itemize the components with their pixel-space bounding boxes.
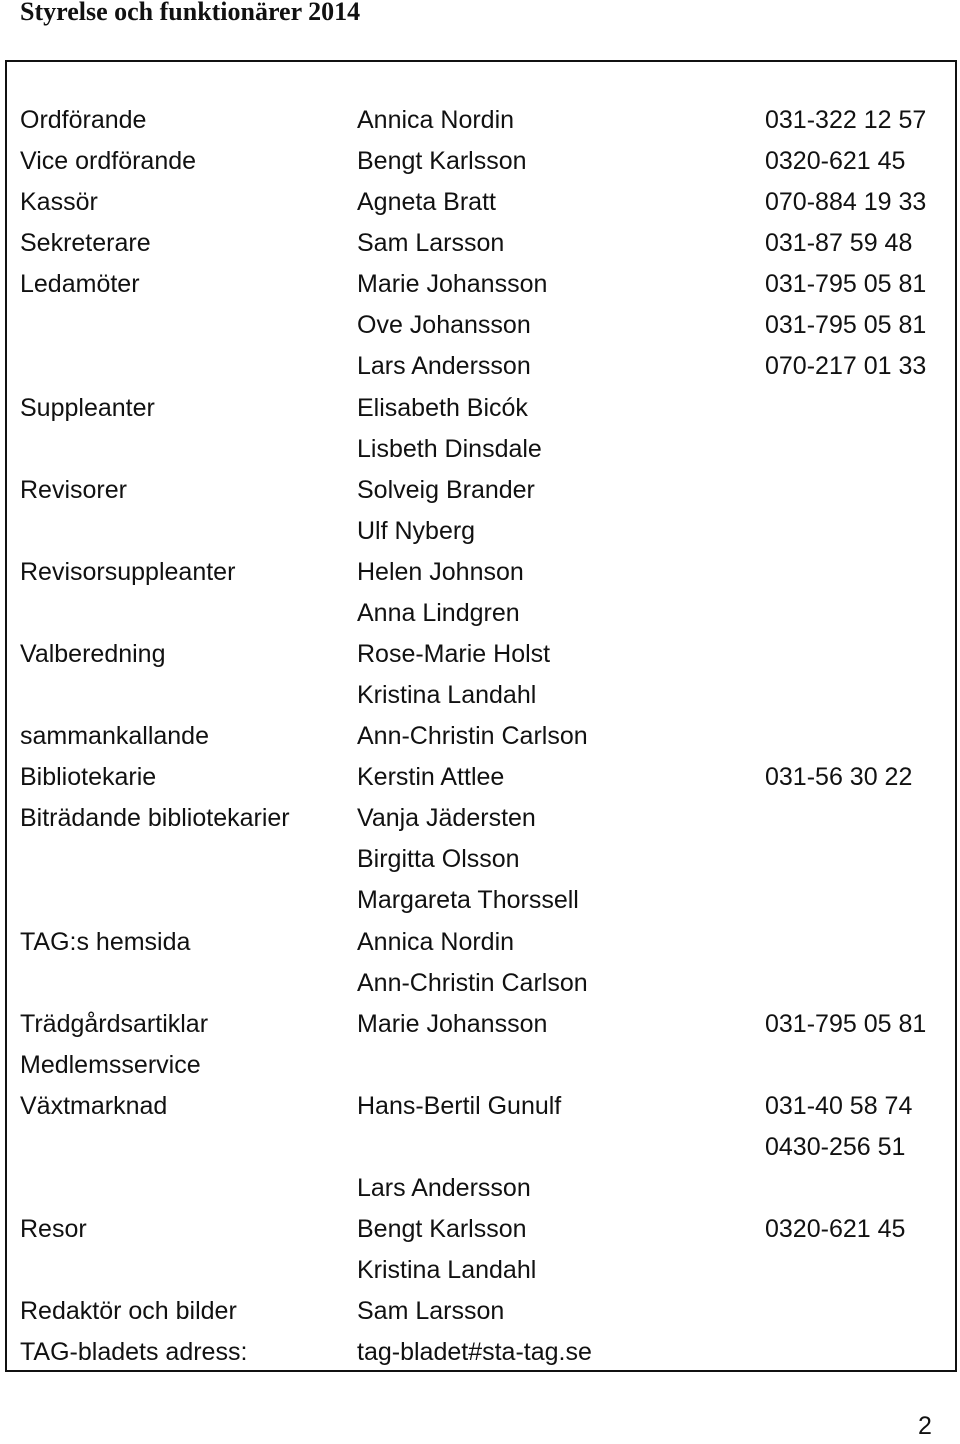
roster-row <box>20 798 950 839</box>
person-name: Solveig Brander <box>357 475 535 504</box>
roster-row <box>20 223 950 264</box>
roster-row <box>20 839 950 880</box>
roster-row <box>20 757 950 798</box>
role-label: Revisorer <box>20 475 127 504</box>
person-name: Lisbeth Dinsdale <box>357 434 542 463</box>
role-label: sammankallande <box>20 722 209 751</box>
roster-row <box>20 429 950 470</box>
roster-row <box>20 388 950 429</box>
person-name: Sam Larsson <box>357 229 505 258</box>
person-name: Marie Johansson <box>357 1009 548 1038</box>
person-name: Birgitta Olsson <box>357 845 520 874</box>
roster-row <box>20 511 950 552</box>
role-label: Trädgårdsartiklar <box>20 1009 209 1038</box>
phone-number: 031-795 05 81 <box>765 311 927 340</box>
person-name: Kristina Landahl <box>357 681 537 710</box>
roster-row <box>20 264 950 305</box>
phone-number: 0320-621 45 <box>765 1215 906 1244</box>
person-name: Marie Johansson <box>357 270 548 299</box>
person-name: Ann-Christin Carlson <box>357 968 588 997</box>
role-label: Resor <box>20 1215 87 1244</box>
role-label: Medlemsservice <box>20 1050 201 1079</box>
person-name: tag-bladet#sta-tag.se <box>357 1338 592 1367</box>
phone-number: 070-884 19 33 <box>765 188 927 217</box>
roster-row <box>20 1127 950 1168</box>
role-label: Vice ordförande <box>20 147 197 176</box>
roster-row <box>20 1209 950 1250</box>
roster-row <box>20 593 950 634</box>
phone-number: 031-40 58 74 <box>765 1091 913 1120</box>
roster-table <box>20 100 950 1373</box>
person-name: Elisabeth Bicók <box>357 393 528 422</box>
person-name: Sam Larsson <box>357 1297 505 1326</box>
role-label: Redaktör och bilder <box>20 1297 237 1326</box>
roster-row <box>20 1004 950 1045</box>
person-name: Ann-Christin Carlson <box>357 722 588 751</box>
person-name: Annica Nordin <box>357 106 515 134</box>
roster-row <box>20 470 950 511</box>
phone-number: 0320-621 45 <box>765 147 906 176</box>
roster-row <box>20 1250 950 1291</box>
person-name: Ove Johansson <box>357 311 531 340</box>
roster-row <box>20 1332 950 1373</box>
person-name: Kristina Landahl <box>357 1256 537 1285</box>
role-label: Ledamöter <box>20 270 140 299</box>
roster-row <box>20 634 950 675</box>
roster-row <box>20 880 950 921</box>
role-label: Kassör <box>20 188 98 217</box>
person-name: Kerstin Attlee <box>357 763 505 792</box>
role-label: TAG:s hemsida <box>20 927 191 956</box>
phone-number: 0430-256 51 <box>765 1132 906 1161</box>
person-name: Margareta Thorssell <box>357 886 579 915</box>
phone-number: 031-87 59 48 <box>765 229 913 258</box>
role-label: Ordförande <box>20 106 147 134</box>
roster-row <box>20 963 950 1004</box>
person-name: Rose-Marie Holst <box>357 640 551 669</box>
role-label: Valberedning <box>20 640 166 669</box>
phone-number: 031-795 05 81 <box>765 270 927 299</box>
person-name: Bengt Karlsson <box>357 1215 527 1244</box>
person-name: Anna Lindgren <box>357 598 520 627</box>
person-name: Helen Johnson <box>357 557 524 586</box>
roster-row <box>20 305 950 346</box>
roster-row <box>20 1168 950 1209</box>
role-label: TAG-bladets adress: <box>20 1338 248 1367</box>
person-name: Ulf Nyberg <box>357 516 476 545</box>
role-label: Revisorsuppleanter <box>20 557 236 586</box>
page-number: 2 <box>918 1412 932 1440</box>
roster-row <box>20 552 950 593</box>
person-name: Lars Andersson <box>357 352 531 381</box>
role-label: Bibliotekarie <box>20 763 157 792</box>
person-name: Lars Andersson <box>357 1174 531 1203</box>
person-name: Annica Nordin <box>357 927 515 956</box>
roster-row <box>20 716 950 757</box>
phone-number: 031-795 05 81 <box>765 1009 927 1038</box>
roster-row <box>20 1045 950 1086</box>
roster-row <box>20 1291 950 1332</box>
person-name: Hans-Bertil Gunulf <box>357 1091 562 1120</box>
role-label: Växtmarknad <box>20 1091 168 1120</box>
phone-number: 070-217 01 33 <box>765 352 927 381</box>
roster-row <box>20 100 950 141</box>
roster-row <box>20 141 950 182</box>
roster-row <box>20 922 950 963</box>
roster-row <box>20 346 950 387</box>
roster-row <box>20 1086 950 1127</box>
person-name: Vanja Jädersten <box>357 804 536 833</box>
roster-row <box>20 675 950 716</box>
person-name: Agneta Bratt <box>357 188 496 217</box>
phone-number: 031-322 12 57 <box>765 106 927 134</box>
person-name: Bengt Karlsson <box>357 147 527 176</box>
role-label: Suppleanter <box>20 393 155 422</box>
roster-row <box>20 182 950 223</box>
phone-number: 031-56 30 22 <box>765 763 913 792</box>
role-label: Sekreterare <box>20 229 151 258</box>
page-title: Styrelse och funktionärer 2014 <box>20 0 361 26</box>
role-label: Biträdande bibliotekarier <box>20 804 290 833</box>
